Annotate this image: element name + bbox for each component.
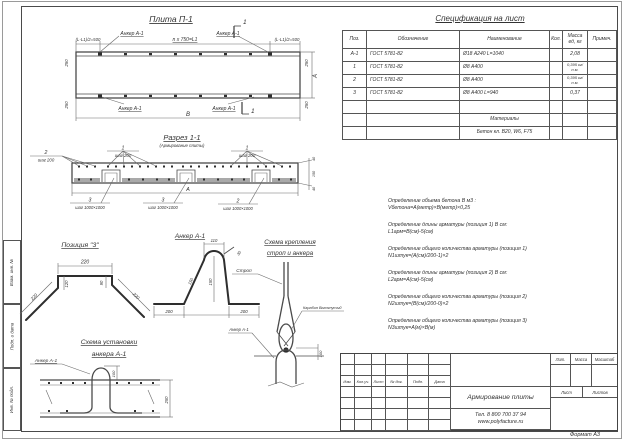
spec-col-header: Наименование xyxy=(460,31,550,49)
callout-note: шаг 1000×1000 xyxy=(75,205,105,210)
sling-title: Схема крепления xyxy=(264,239,316,246)
anchor-installation-scheme xyxy=(10,332,235,432)
pos3-title: Позиция "3" xyxy=(61,242,99,249)
spec-cell: ГОСТ 5781-82 xyxy=(367,62,460,75)
spec-cell: Бетон кл. В20, W6, F75 xyxy=(460,127,550,140)
rev-header: Подп. xyxy=(408,376,429,387)
frame-label: Взам. инв. № xyxy=(9,258,15,286)
calc-note xyxy=(388,318,616,331)
sling-geometry xyxy=(228,262,344,387)
rev-header: Дата xyxy=(429,376,451,387)
spec-cell xyxy=(588,127,617,140)
note-line: Vбетона=А(метр)×В(метр)×0,25 xyxy=(388,204,471,211)
plate-plan-drawing xyxy=(6,6,338,130)
pos3-dim: 220 xyxy=(80,259,90,266)
mass-header: Масса xyxy=(571,354,592,365)
spec-col-header: Примеч. xyxy=(588,31,617,49)
anchor-label: Анкер А-1 xyxy=(34,359,58,364)
pos3-geometry xyxy=(20,263,150,320)
rev-header: Кол.уч. xyxy=(355,376,372,387)
anchor-dim: 200 xyxy=(165,309,173,314)
spec-cell xyxy=(550,75,563,88)
lit-header: Лит. xyxy=(551,354,571,365)
callout-note: шаг 200 xyxy=(238,153,256,158)
spec-row xyxy=(343,88,617,101)
spec-cell: Ø8 А400 xyxy=(460,62,550,75)
spec-row-concrete xyxy=(343,127,617,140)
spec-cell: 1 xyxy=(343,62,367,75)
pos3-dim: 90 xyxy=(99,280,104,286)
callout-pos: 2 xyxy=(44,150,48,156)
install-dim: 100 xyxy=(111,370,116,378)
anchor-dim: 110 xyxy=(210,238,218,243)
spec-cell xyxy=(588,62,617,75)
note-line: Определение общего количества арматуры (позиция 1) xyxy=(388,246,527,252)
anchor-callout: Анкер А-1 xyxy=(118,106,142,112)
anchor-title: Анкер А-1 xyxy=(174,233,206,240)
spec-cell: 3 xyxy=(343,88,367,101)
plan-edge-dim: (L-L1)/2=500 xyxy=(274,37,300,42)
plan-spacing-dim: n x 750=L1 xyxy=(172,37,198,43)
calc-note xyxy=(388,198,616,211)
contact-cell xyxy=(451,409,551,430)
section-length-dim: А xyxy=(186,187,190,193)
note-line: N2штук=(В(см)/200-0)×2 xyxy=(388,300,449,307)
rev-header: № док. xyxy=(386,376,408,387)
callout-note: шаг 200 xyxy=(37,157,55,163)
plan-title: Плита П-1 xyxy=(149,14,193,24)
note-line: L2арм=А(см)-5(см) xyxy=(388,276,434,283)
spec-row xyxy=(343,49,617,62)
section-dim: 40 xyxy=(312,156,316,162)
frame-label: Подп. и дата xyxy=(9,322,15,350)
section-mark-label: 1 xyxy=(243,19,247,26)
carabiner-label: Карабин Вытянутый xyxy=(303,306,342,310)
spec-cell xyxy=(343,101,367,114)
plan-250-dim: 250 xyxy=(64,59,69,67)
anchor-callout: Анкер А-1 xyxy=(120,31,144,37)
plan-geometry xyxy=(76,36,315,121)
spec-title: Спецификация на лист xyxy=(435,14,525,23)
note-line: L1арм=В(см)-5(см) xyxy=(388,228,434,235)
calculation-notes xyxy=(388,198,616,342)
calc-note xyxy=(388,270,616,283)
anchor-dim: 200 xyxy=(240,309,248,314)
specification-section xyxy=(342,14,618,140)
spec-cell xyxy=(550,127,563,140)
plan-250-dim: 250 xyxy=(304,59,309,67)
sling-attachment-scheme xyxy=(228,234,348,396)
spec-cell: 0,395 кг/п.м. xyxy=(563,75,588,88)
spec-col-header: Кол. xyxy=(550,31,563,49)
anchor-callout: Анкер А-1 xyxy=(212,106,236,112)
anchor-dim: 30 xyxy=(235,249,243,257)
sheet-header: Лист xyxy=(551,387,583,398)
spec-cell: ГОСТ 5781-82 xyxy=(367,49,460,62)
rev-header: Лист xyxy=(372,376,386,387)
spec-cell xyxy=(588,49,617,62)
calc-note xyxy=(388,246,616,259)
plan-edge-dim: (L-L1)/2=500 xyxy=(75,37,101,42)
section-subtitle: (Армирование плиты) xyxy=(159,143,205,148)
install-title: Схема установки xyxy=(80,339,138,346)
callout-pos: 3 xyxy=(161,197,165,204)
plan-length-dim: В xyxy=(185,112,191,118)
callout-note: шаг 1000×1000 xyxy=(223,206,253,211)
frame-label: Инв. № подл. xyxy=(9,385,15,414)
spec-cell xyxy=(343,127,367,140)
spec-cell: А-1 xyxy=(343,49,367,62)
spec-cell xyxy=(367,114,460,127)
spec-table xyxy=(342,30,617,140)
calc-note xyxy=(388,294,616,307)
section-title: Разрез 1-1 xyxy=(163,133,201,142)
spec-cell xyxy=(367,127,460,140)
spec-row-empty xyxy=(343,101,617,114)
spec-cell: ГОСТ 5781-82 xyxy=(367,75,460,88)
spec-cell: Ø8 А400 xyxy=(460,75,550,88)
sheets-header: Листов xyxy=(583,387,617,398)
doc-number-cell xyxy=(451,354,551,387)
spec-cell xyxy=(563,114,588,127)
spec-cell xyxy=(588,75,617,88)
spec-cell xyxy=(563,127,588,140)
plan-width-dim: А xyxy=(313,73,319,79)
spec-header-row xyxy=(343,31,617,49)
pos3-dim: 120 xyxy=(64,280,69,288)
spec-cell: Материалы xyxy=(460,114,550,127)
website: www.polyfacture.ru xyxy=(477,419,524,425)
anchor-label: Анкер А-1 xyxy=(229,327,249,332)
plan-250-dim: 250 xyxy=(64,101,69,109)
pos3-dim: 220 xyxy=(29,292,39,302)
spec-cell xyxy=(550,114,563,127)
sling-title: строп и анкера xyxy=(266,250,314,257)
spec-cell xyxy=(550,101,563,114)
note-line: N3штук=А(м)×В(м) xyxy=(388,324,436,331)
install-title: анкера А-1 xyxy=(91,351,127,358)
install-dim: 250 xyxy=(164,396,169,404)
phone-number: Тел. 8 800 700 37 94 xyxy=(475,411,526,418)
callout-pos: 1 xyxy=(245,145,249,152)
callout-note: шаг 200 xyxy=(114,153,132,158)
sling-label: Строп xyxy=(236,269,252,274)
spec-cell: 2,08 xyxy=(563,49,588,62)
section-1-1-drawing xyxy=(6,128,338,228)
spec-row-materials xyxy=(343,114,617,127)
callout-pos: 3 xyxy=(88,197,92,204)
section-dim: 150 xyxy=(312,170,316,178)
spec-cell: Ø18 А240 L=1040 xyxy=(460,49,550,62)
title-block xyxy=(340,353,618,431)
calc-note xyxy=(388,222,616,235)
note-line: Определение объема бетона В м3 : xyxy=(388,198,476,204)
spec-cell: 2 xyxy=(343,75,367,88)
plan-250-dim: 250 xyxy=(304,101,309,109)
spec-cell xyxy=(550,88,563,101)
spec-cell xyxy=(550,49,563,62)
spec-cell xyxy=(588,114,617,127)
spec-row xyxy=(343,62,617,75)
spec-cell: 0,395 кг/п.м. xyxy=(563,62,588,75)
note-line: Определение длины арматуры (позиция 2) В см: xyxy=(388,270,508,276)
section-dim: 40 xyxy=(312,186,316,192)
format-label: Формат А3 xyxy=(569,432,600,438)
position-3-detail xyxy=(14,236,154,336)
spec-col-header: Масса ед, кг xyxy=(563,31,588,49)
callout-pos: 2 xyxy=(236,198,240,205)
spec-cell xyxy=(460,101,550,114)
anchor-dim: 150 xyxy=(186,277,195,286)
section-geometry xyxy=(30,151,312,204)
rev-header: Изм. xyxy=(341,376,355,387)
spec-cell: Ø8 А400 L=940 xyxy=(460,88,550,101)
note-line: Определение общего количества арматуры (позиция 3) xyxy=(388,318,527,324)
spec-col-header: Обозначение xyxy=(367,31,460,49)
title-block-center xyxy=(451,354,551,430)
anchor-dim: 150 xyxy=(208,278,213,286)
spec-cell: ГОСТ 5781-82 xyxy=(367,88,460,101)
spec-row xyxy=(343,75,617,88)
callout-note: шаг 1000×1000 xyxy=(148,205,178,210)
spec-cell xyxy=(563,101,588,114)
title-block-right xyxy=(551,354,619,430)
section-mark-label: 1 xyxy=(251,108,255,115)
pos3-dim: 220 xyxy=(131,291,141,301)
note-line: Определение длины арматуры (позиция 1) В см: xyxy=(388,222,508,228)
spec-cell xyxy=(588,101,617,114)
note-line: Определение общего количества арматуры (позиция 2) xyxy=(388,294,527,300)
anchor-callout: Анкер А-1 xyxy=(216,31,240,37)
scale-header: Масштаб xyxy=(592,354,617,365)
spec-cell: 0,37 xyxy=(563,88,588,101)
spec-cell xyxy=(550,62,563,75)
sling-dim: 100 xyxy=(318,350,323,358)
spec-cell xyxy=(343,114,367,127)
document-title: Армирование плиты xyxy=(451,387,551,409)
spec-cell xyxy=(588,88,617,101)
spec-cell xyxy=(367,101,460,114)
callout-pos: 1 xyxy=(121,145,125,152)
note-line: N1штук=(А(см)/200-1)×2 xyxy=(388,252,449,259)
install-geometry xyxy=(30,364,173,417)
revision-grid xyxy=(341,354,451,431)
spec-col-header: Поз. xyxy=(343,31,367,49)
